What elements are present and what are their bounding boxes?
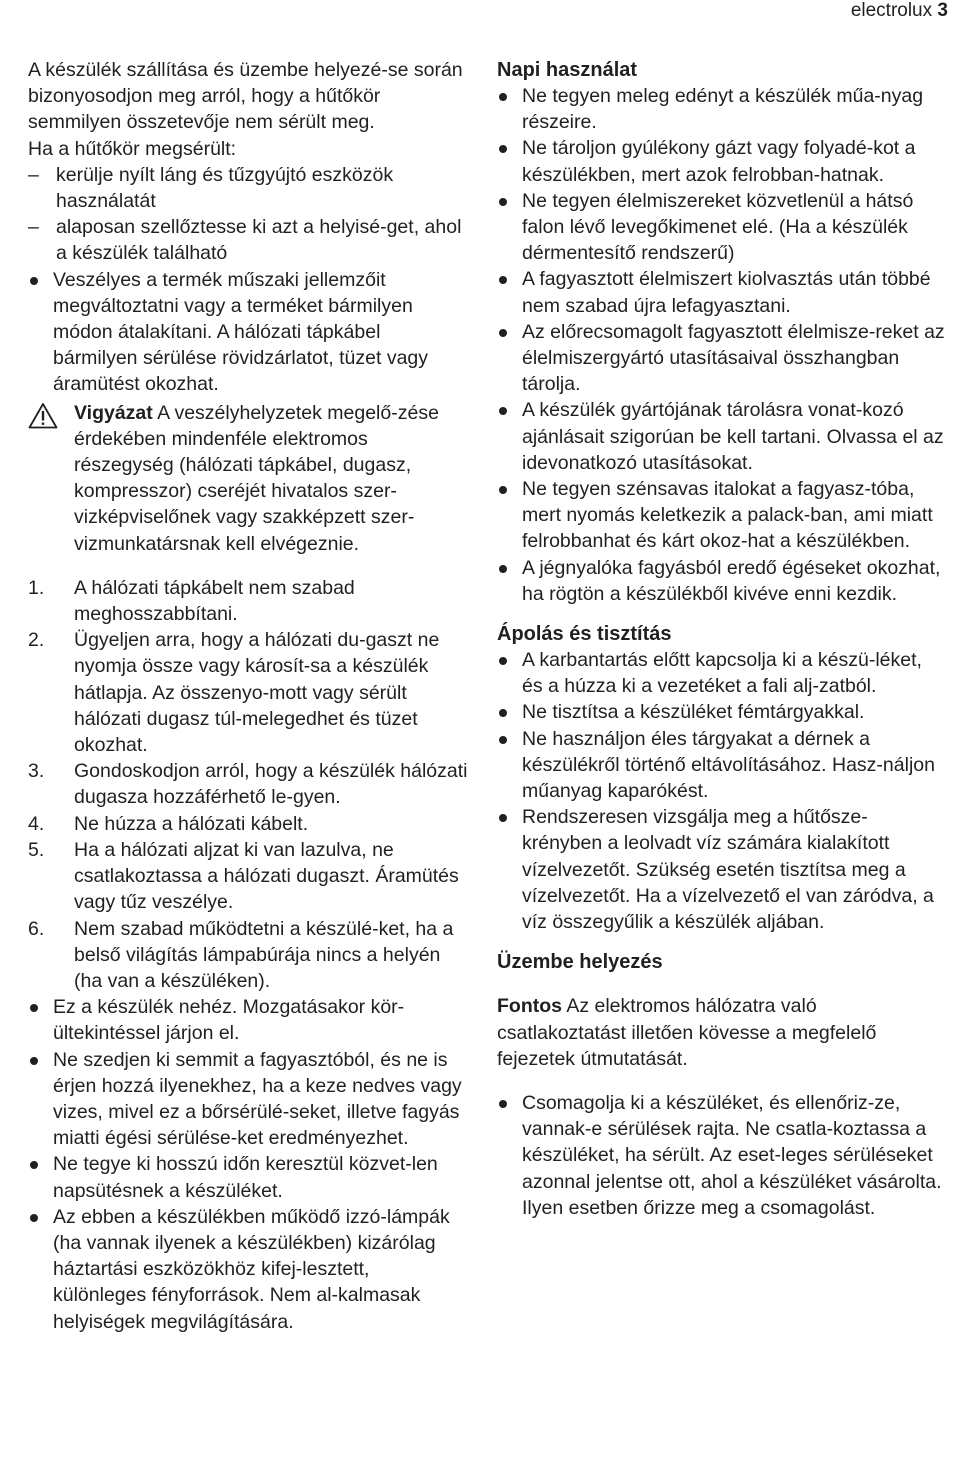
dash-marker: – [28,216,39,239]
care-cleaning-heading: Ápolás és tisztítás [497,623,672,646]
bullet-text: Az előrecsomagolt fagyasztott élelmisze-reket az élelmiszergyártó utasításaival összhangban tárolja. [522,320,945,396]
item-text: Ha a hálózati aljzat ki van lazulva, ne csatlakoztassa a hálózati dugaszt. Áramütés vagy tűz veszélye. [74,838,459,914]
bullet-dot [499,145,507,153]
bullet-dot [499,407,507,415]
bullet-item [497,699,947,725]
bullet-item [497,83,947,135]
bullet-item [497,804,947,935]
bullet-item [497,319,947,398]
bullet-item [28,1151,468,1203]
numbered-item [28,758,468,810]
bullet-item [497,266,947,318]
bullet-item [28,1047,468,1152]
bullet-dot [499,1100,507,1108]
bullet-text: Az ebben a készülékben működő izzó-lámpák (ha vannak ilyenek a készülékben) kizárólag háztartási eszközökhöz kifej-lesztett, különleges fényforrások. Nem al-kalmasak helyiségek megvilágítására. [53,1205,450,1333]
bullet-text: Ne tegye ki hosszú időn keresztül közvet-len napsütésnek a készüléket. [53,1153,438,1202]
item-number: 6. [28,917,45,940]
item-text: Nem szabad működtetni a készülé-ket, ha a belső világítás lámpabúrája nincs a helyén (ha van a készüléken). [74,917,454,992]
bullet-dot [30,1004,38,1012]
bullet-text: Ne tegyen élelmiszereket közvetlenül a hátsó falon lévő levegőkimenet elé. (Ha a készülék dérmentesítő rendszerű) [522,189,914,265]
bullet-dot [30,277,38,285]
page-header [851,0,948,22]
bullet-text: A fagyasztott élelmiszert kiolvasztás után többé nem szabad újra lefagyasztani. [522,268,931,317]
numbered-item [28,916,468,995]
bullet-dot [499,709,507,717]
left-column [28,57,468,1335]
bullet-dot [499,329,507,337]
bullet-text: A jégnyalóka fagyásból eredő égéseket okozhat, ha rögtön a készülékből kivéve enni kezdik. [522,556,941,605]
bullet-text: A karbantartás előtt kapcsolja ki a készü-léket, és a húzza ki a vezetéket a fali alj-zatból. [522,649,922,698]
numbered-item [28,575,468,627]
installation-heading: Üzembe helyezés [497,951,663,974]
bullet-text: Rendszeresen vizsgálja meg a hűtősze-krényben a leolvadt víz számára kialakított vízelvezetőt. Szükség esetén tisztítsa meg a vízelvezetőt. Ha a vízelvezető el van záródva, a víz összegyűlik a készülék aljában. [522,806,934,934]
bullet-text: Ne tegyen szénsavas italokat a fagyasz-tóba, mert nyomás keletkezik a palack-ban, ami miatt felrobbanhat és kárt okoz-hat a készülékben. [522,478,933,553]
bullet-text: A készülék gyártójának tárolásra vonat-kozó ajánlásait szigorúan be kell tartani. Olvassa el az idevonatkozó utasításokat. [522,399,944,474]
bullet-dot [30,1214,38,1222]
bullet-dot [499,276,507,284]
bullet-item [497,555,947,607]
bullet-dot [499,486,507,494]
bullet-dot [499,565,507,573]
bullet-text: Ne tároljon gyúlékony gázt vagy folyadé-kot a készülékben, mert azok felrobban-hatnak. [522,137,916,186]
right-column [497,57,947,1221]
important-label: Fontos [497,995,562,1018]
item-text: Ne húzza a hálózati kábelt. [74,812,309,835]
item-text: Gondoskodjon arról, hogy a készülék hálózati dugasza hozzáférhető le-gyen. [74,760,468,809]
numbered-item [28,811,468,837]
bullet-item [497,135,947,187]
if-damaged-text: Ha a hűtőkör megsérült: [28,137,237,160]
item-text: A hálózati tápkábelt nem szabad meghosszabbítani. [74,576,355,626]
bullet-item [497,1090,947,1221]
item-number: 5. [28,838,45,861]
item-number: 4. [28,812,45,835]
bullet-dot [499,657,507,665]
bullet-text: Csomagolja ki a készüléket, és ellenőriz-ze, vannak-e sérülések rajta. Ne csatla-koztassa a készüléket, ha sérült. Az eset-leges sérüléseket azonnal jelentse ott, ahol a készüléket vásárolta. Ilyen esetben őrizze meg a csomagolást. [522,1091,942,1219]
dash-item [28,162,468,214]
warning-text: A veszélyhelyzetek megelő-zése érdekében mindenféle elektromos részegység (hálózati tápkábel, dugasz, kompresszor) cseréjét hivatalos szer-vizképviselőnek vagy szakképzett szer-vizmunkatársnak kell elvégeznie. [74,401,439,555]
numbered-item [28,627,468,758]
item-number: 2. [28,629,45,652]
item-number: 1. [28,576,45,599]
dash-item [28,214,468,266]
dash-text: alaposan szellőztesse ki azt a helyisé-get, ahol a készülék található [56,216,462,265]
dash-text: kerülje nyílt láng és tűzgyújtó eszközök használatát [56,163,394,213]
bullet-dot [30,1057,38,1065]
bullet-item [28,994,468,1046]
spacer [497,975,947,993]
bullet-text: Ne használjon éles tárgyakat a dérnek a készülékről történő eltávolításához. Hasz-náljon műanyag kaparókést. [522,727,935,803]
bullet-item [497,188,947,267]
bullet-text: Ne tegyen meleg edényt a készülék műa-nyag részeire. [522,85,924,134]
bullet-dot [499,93,507,101]
warning-block [28,400,468,557]
page-number: 3 [937,0,948,21]
spacer [497,1072,947,1090]
bullet-item [28,1204,468,1335]
warning-label: Vigyázat [74,401,153,424]
bullet-text: Ne szedjen ki semmit a fagyasztóból, és ne is érjen hozzá ilyenekhez, ha a keze nedves vagy vizes, mivel ez a bőrsérülé-seket, illetve fagyás miatti égési sérülése-ket eredményezhet. [53,1048,462,1150]
warning-triangle-icon [28,402,58,429]
intro-paragraph: A készülék szállítása és üzembe helyezé-se során bizonyosodjon meg arról, hogy a hűtőkör semmilyen összetevője nem sérült meg. [28,59,463,134]
bullet-item [497,726,947,805]
bullet-item [497,397,947,476]
bullet-item [497,647,947,699]
bullet-text: Ez a készülék nehéz. Mozgatásakor kör-ültekintéssel járjon el. [53,996,405,1045]
numbered-item [28,837,468,916]
bullet-item [497,476,947,555]
daily-use-heading: Napi használat [497,59,638,81]
bullet-dot [499,814,507,822]
important-text: Az elektromos hálózatra való csatlakoztatást illetően kövesse a megfelelő fejezetek útmutatását. [497,995,877,1070]
item-text: Ügyeljen arra, hogy a hálózati du-gaszt ne nyomja össze vagy károsít-sa a készülék hátlapja. Az összenyo-mott vagy sérült hálózati dugasz túl-melegedhet és tüzet okozhat. [74,629,440,757]
brand-name: electrolux [850,0,933,21]
bullet-item [28,267,468,398]
bullet-dot [30,1161,38,1169]
item-number: 3. [28,760,45,783]
bullet-dot [499,736,507,744]
dash-marker: – [28,163,39,186]
important-paragraph [497,993,947,1072]
bullet-text: Ne tisztítsa a készüléket fémtárgyakkal. [522,701,865,724]
bullet-dot [499,198,507,206]
bullet-text: Veszélyes a termék műszaki jellemzőit megváltoztatni vagy a terméket bármilyen módon átalakítani. A hálózati tápkábel bármilyen sérülése rövidzárlatot, tüzet vagy áramütést okozhat. [53,268,429,396]
